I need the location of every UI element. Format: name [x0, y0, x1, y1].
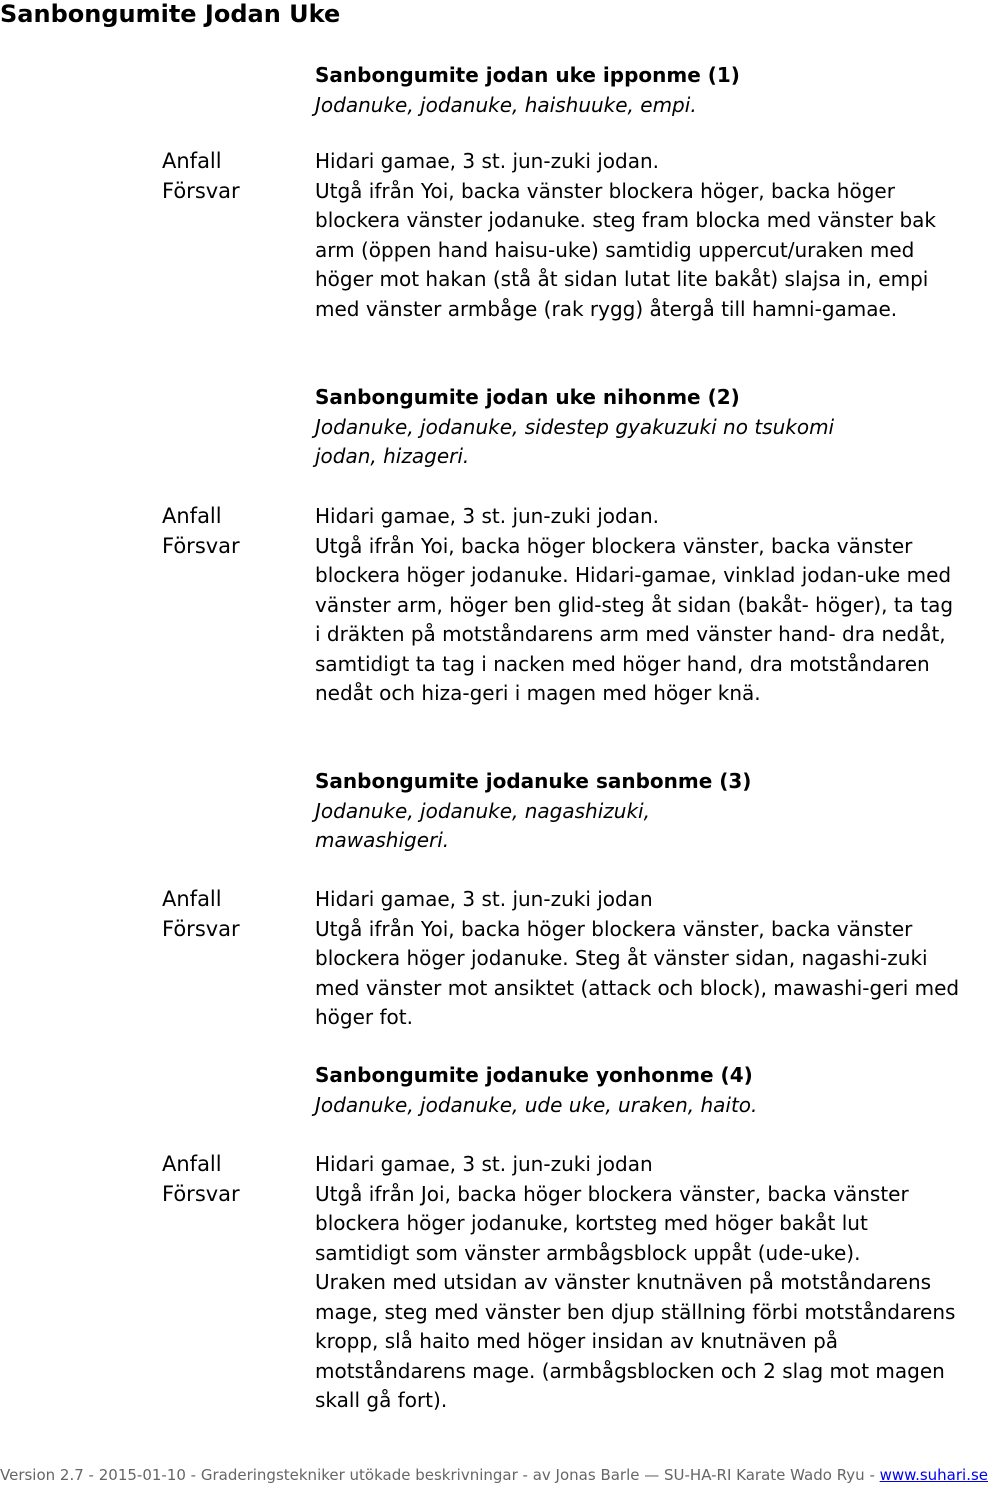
attack-text: Hidari gamae, 3 st. jun-zuki jodan.: [315, 504, 660, 528]
section-title: Sanbongumite jodan uke ipponme (1): [315, 63, 740, 87]
defense-text: Utgå ifrån Yoi, backa vänster blockera höger, backa höger blockera vänster jodanuke. steg fram blocka med vänster bak arm (öppen hand haisu-uke) samtidig uppercut/uraken med höger mot hakan (stå åt sidan lutat lite bakåt) slajsa in, empi med vänster armbåge (rak rygg) återgå till hamni-gamae.: [315, 178, 936, 321]
role-labels: [162, 147, 302, 206]
page-title: Sanbongumite Jodan Uke: [0, 0, 341, 28]
footer-link[interactable]: www.suhari.se: [879, 1466, 988, 1484]
technique-description: [315, 502, 960, 709]
section-title: Sanbongumite jodan uke nihonme (2): [315, 385, 740, 409]
section-subtitle: Jodanuke, jodanuke, sidestep gyakuzuki no tsukomi jodan, hizageri.: [315, 414, 835, 468]
attack-text: Hidari gamae, 3 st. jun-zuki jodan: [315, 1152, 653, 1176]
role-labels: [162, 1150, 302, 1209]
section-subtitle: Jodanuke, jodanuke, haishuuke, empi.: [315, 92, 697, 117]
follow-up-text: Uraken med utsidan av vänster knutnäven på motståndarens mage, steg med vänster ben djup ställning förbi motståndarens kropp, slå haito med höger insidan av knutnäven på motståndarens mage. (armbågsblocken och 2 slag mot magen skall gå fort).: [315, 1270, 956, 1412]
role-label-defense: Försvar: [162, 178, 240, 203]
role-label-attack: Anfall: [162, 887, 222, 911]
section-heading: [315, 383, 955, 472]
role-label-defense: Försvar: [162, 916, 240, 941]
role-labels: [162, 502, 302, 561]
role-label-attack: Anfall: [162, 1152, 222, 1176]
defense-text: Utgå ifrån Joi, backa höger blockera vänster, backa vänster blockera höger jodanuke, kortsteg med höger bakåt lut samtidigt som vänster armbågsblock uppåt (ude-uke).: [315, 1181, 909, 1265]
role-label-defense: Försvar: [162, 1181, 240, 1206]
section-title: Sanbongumite jodanuke sanbonme (3): [315, 769, 752, 793]
technique-description: [315, 1150, 960, 1416]
technique-description: [315, 147, 960, 324]
role-label-defense: Försvar: [162, 533, 240, 558]
page-footer: [0, 1465, 988, 1485]
role-label-attack: Anfall: [162, 149, 222, 173]
section-subtitle: Jodanuke, jodanuke, nagashizuki, mawashigeri.: [315, 798, 650, 852]
role-label-attack: Anfall: [162, 504, 222, 528]
attack-text: Hidari gamae, 3 st. jun-zuki jodan.: [315, 149, 660, 173]
section-heading: [315, 1061, 955, 1120]
defense-text: Utgå ifrån Yoi, backa höger blockera vänster, backa vänster blockera höger jodanuke. Steg åt vänster sidan, nagashi-zuki med vänster mot ansiktet (attack och block), mawashi-geri med höger fot.: [315, 916, 960, 1029]
section-subtitle: Jodanuke, jodanuke, ude uke, uraken, haito.: [315, 1092, 758, 1117]
attack-text: Hidari gamae, 3 st. jun-zuki jodan: [315, 887, 653, 911]
role-labels: [162, 885, 302, 944]
section-heading: [315, 767, 955, 856]
footer-text: Version 2.7 - 2015-01-10 - Graderingstekniker utökade beskrivningar - av Jonas Barle — SU-HA-RI Karate Wado Ryu -: [0, 1466, 880, 1484]
defense-text: Utgå ifrån Yoi, backa höger blockera vänster, backa vänster blockera höger jodanuke. Hidari-gamae, vinklad jodan-uke med vänster arm, höger ben glid-steg åt sidan (bakåt- höger), ta tag i dräkten på motståndarens arm med vänster hand- dra nedåt, samtidigt ta tag i nacken med höger hand, dra motståndaren nedåt och hiza-geri i magen med höger knä.: [315, 533, 954, 705]
section-heading: [315, 61, 955, 120]
section-title: Sanbongumite jodanuke yonhonme (4): [315, 1063, 753, 1087]
technique-description: [315, 885, 960, 1033]
